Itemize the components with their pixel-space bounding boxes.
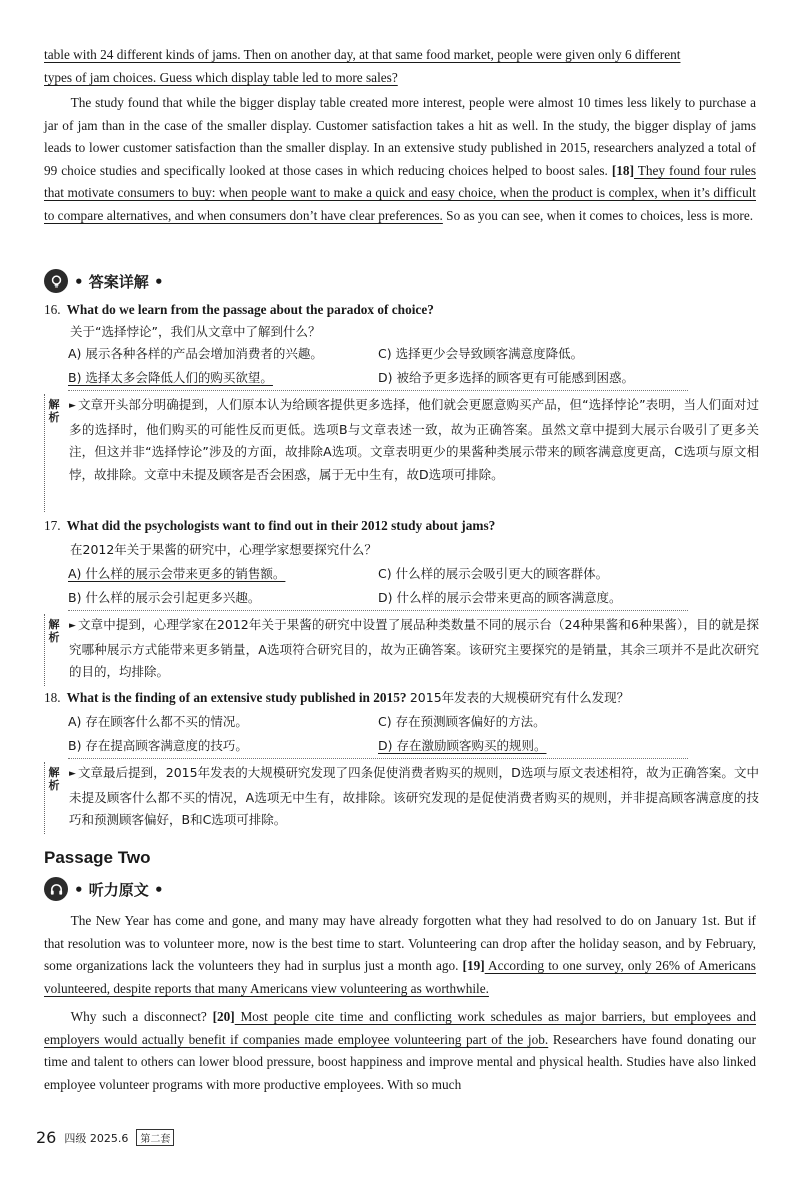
transcript-paragraph-1 (44, 910, 756, 1000)
section-title: • 答案详解 • (74, 272, 164, 291)
divider (68, 758, 688, 759)
passage-title: Passage Two (44, 848, 151, 867)
question-marker: [18] (611, 162, 634, 178)
paragraph-text: The study found that while the bigger display table created more interest, people were almost 10 times less likely to purchase a jar of jam than in the case of the smaller display. Customer satisfaction takes a hit as well. In the study, the bigger display of jams leads to lower customer satisfaction than the smaller display. In an extensive study published in 2015, researchers analyzed a total of 99 choice studies and specifically looked at those cases in which reducing choices helped to boost sales. (44, 95, 756, 178)
page-footer (36, 1128, 174, 1147)
passage-paragraph (44, 92, 756, 227)
option-c: C) 存在预测顾客偏好的方法。 (378, 714, 546, 729)
analysis-label: 解析 (48, 618, 60, 644)
option-a: A) 存在顾客什么都不买的情况。 (68, 714, 248, 729)
question-number: 17. (44, 518, 61, 533)
question-17 (44, 516, 756, 536)
question-18 (44, 688, 756, 708)
option-a-correct: A) 什么样的展示会带来更多的销售额。 (68, 566, 286, 581)
analysis-17 (44, 614, 759, 686)
question-16-zh: 关于“选择悖论”，我们从文章中了解到什么？ (70, 324, 321, 339)
analysis-text: ► 文章开头部分明确提到，人们原本认为给顾客提供更多选择，他们就会更愿意购买产品，但“选择悖论”表明，当人们面对过多的选择时，他们购买的可能性反而更低。选项B与文章表述一致，故为正确答案。虽然文章中提到大展示台吸引了更多关注，但这并非“选择悖论”涉及的方面，故排除A选项。文章表明更少的果酱种类展示带来的顾客满意度更高，C选项与原文相悖，故排除。文章中未提及顾客是否会困惑，属于无中生有，故D选项可排除。 (69, 394, 759, 486)
option-b-correct: B) 选择太多会降低人们的购买欲望。 (68, 370, 273, 385)
paragraph-text: So as you can see, when it comes to choices, less is more. (442, 207, 754, 223)
question-17-zh: 在2012年关于果酱的研究中，心理学家想要探究什么？ (70, 542, 377, 557)
top-paragraph-line2: types of jam choices. Guess which display table led to more sales? (44, 69, 398, 85)
question-text-en: What do we learn from the passage about the paradox of choice? (66, 302, 434, 317)
option-c: C) 选择更少会导致顾客满意度降低。 (378, 346, 584, 361)
option-a: A) 展示各种各样的产品会增加消费者的兴趣。 (68, 346, 323, 361)
analysis-text: ► 文章中提到，心理学家在2012年关于果酱的研究中设置了展品种类数量不同的展示台（24种果酱和6种果酱），目的就是探究哪种展示方式能带来更多销量，A选项符合研究目的，故为正确答案。该研究主要探究的是销量，其余三项并不是此次研究的目的，均排除。 (69, 614, 759, 684)
analysis-label: 解析 (48, 398, 60, 424)
section-title: • 听力原文 • (74, 880, 164, 899)
headphones-icon (44, 877, 68, 901)
transcript-paragraph-2 (44, 1006, 756, 1096)
underlined-answer-text: Most people cite time and conflicting work schedules as major barriers, but employees and employers would actually benefit if companies made employee volunteering part of the job. (44, 1009, 756, 1047)
option-d: D) 被给予更多选择的顾客更有可能感到困惑。 (378, 370, 634, 385)
chapter-badge: 第二套 (136, 1129, 174, 1146)
analysis-16 (44, 394, 759, 512)
paragraph-text: Researchers have found donating our time and talent to others can lower blood pressure, boost happiness and improve mental and physical health. Studies have also linked employee volunteer programs with more productive employees. With so much (44, 1031, 756, 1092)
analysis-18 (44, 762, 759, 834)
divider (68, 610, 688, 611)
transcript-section-header (44, 876, 164, 902)
paragraph-text: The New Year has come and gone, and many may have already forgotten what they had resolved to do on January 1st. But if that resolution was to volunteer more, now is the best time to start. Volunteering can drop after the holiday season, and by February, some organizations lack the volunteers they had in surplus just a month ago. (44, 913, 756, 973)
paragraph-text: Why such a disconnect? (70, 1009, 213, 1024)
answer-section-header (44, 268, 164, 294)
question-marker: [20] (212, 1009, 235, 1024)
analysis-text: ► 文章最后提到，2015年发表的大规模研究发现了四条促使消费者购买的规则，D选项与原文表述相符，故为正确答案。文中未提及顾客什么都不买的情况，A选项无中生有，故排除。该研究发现的是促使消费者购买的规则，并非提高顾客满意度的技巧和预测顾客偏好，B和C选项可排除。 (69, 762, 759, 832)
issue-label: 四级 2025.6 (64, 1131, 129, 1145)
underlined-answer-text: According to one survey, only 26% of Americans volunteered, despite reports that many Americans view volunteering as worthwhile. (44, 958, 756, 996)
option-b: B) 存在提高顾客满意度的技巧。 (68, 738, 248, 753)
option-b: B) 什么样的展示会引起更多兴趣。 (68, 590, 261, 605)
top-paragraph-line1: table with 24 different kinds of jams. Then on another day, at that same food market, people were given only 6 different (44, 47, 681, 62)
divider (68, 390, 688, 391)
lightbulb-icon (44, 269, 68, 293)
top-paragraph (44, 44, 756, 89)
question-number: 16. (44, 302, 61, 317)
underlined-answer-text: They found four rules that motivate consumers to buy: when people want to make a quick and easy choice, when the product is complex, when it’s difficult to compare alternatives, and when consumers don’t have clear preferences. (44, 162, 756, 223)
question-16 (44, 300, 756, 320)
option-d-correct: D) 存在激励顾客购买的规则。 (378, 738, 547, 753)
question-text-en: What did the psychologists want to find out in their 2012 study about jams? (66, 518, 496, 533)
page-number: 26 (36, 1128, 57, 1147)
question-marker: [19] (462, 958, 485, 973)
question-text-en: What is the finding of an extensive study published in 2015? (66, 690, 407, 705)
question-number: 18. (44, 690, 61, 705)
option-c: C) 什么样的展示会吸引更大的顾客群体。 (378, 566, 609, 581)
analysis-label: 解析 (48, 766, 60, 792)
option-d: D) 什么样的展示会带来更高的顾客满意度。 (378, 590, 622, 605)
question-text-zh: 2015年发表的大规模研究有什么发现？ (409, 690, 630, 705)
